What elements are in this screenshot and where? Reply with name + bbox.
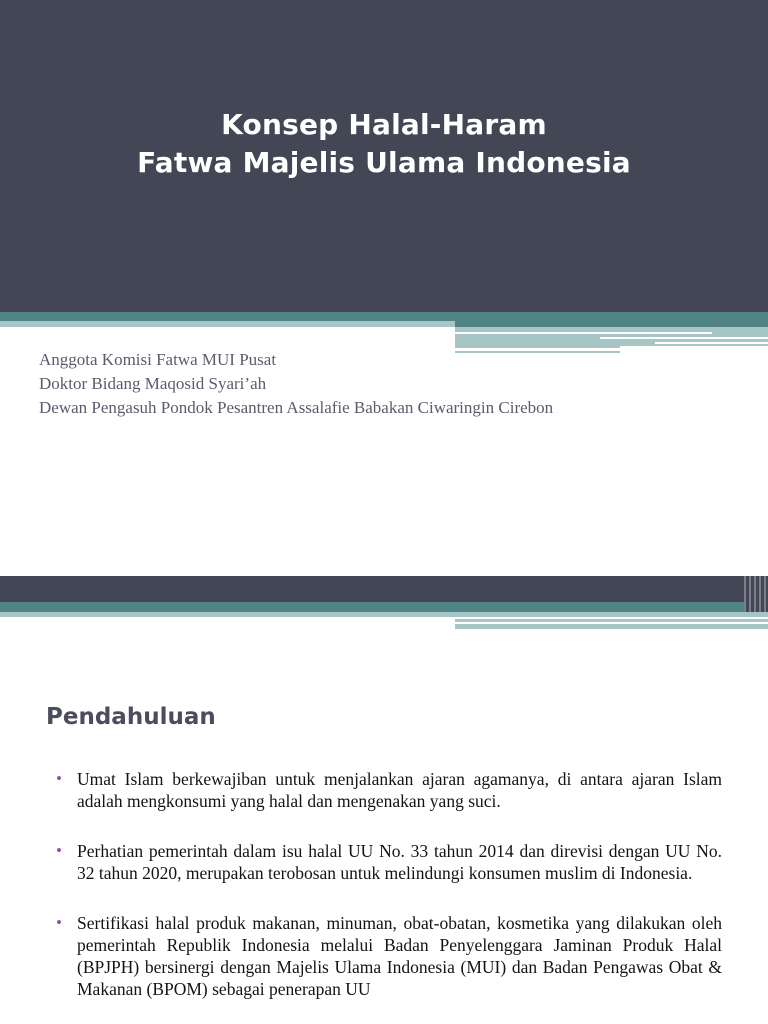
white-pinstripe-1 [455,332,712,334]
presenter-subtitle [39,348,553,420]
content-slide [0,576,768,1024]
bullet-icon: • [56,769,62,788]
white-pinstripe-2 [600,337,768,339]
bullet-icon: • [56,913,62,932]
content-teal-stripe [0,602,768,612]
content-white-pinstripe-2 [455,622,768,624]
white-pinstripe-3 [655,342,768,344]
list-item [56,840,722,884]
content-light-teal-stripe [0,612,455,617]
list-item [56,768,722,812]
slide-title-line-2: Fatwa Majelis Ulama Indonesia [137,146,631,179]
content-white-pinstripe-1 [455,617,768,619]
bullet-list [56,768,722,1024]
content-header-bar [0,576,768,602]
slide-title-line-1: Konsep Halal-Haram [221,108,547,141]
content-vertical-ticks [744,576,768,612]
bullet-icon: • [56,841,62,860]
light-teal-stripe-left [0,321,455,327]
bullet-text: Sertifikasi halal produk makanan, minuman, obat-obatan, kosmetika yang dilakukan oleh pemerintah Republik Indonesia melalui Badan Penyelenggara Jaminan Produk Halal (BPJPH) bersinergi dengan Majelis Ulama Indonesia (MUI) dan Badan Pengawas Obat & Makanan (BPOM) sebagai penerapan UU [77,913,722,999]
slide-title [0,106,768,182]
subtitle-line-3: Dewan Pengasuh Pondok Pesantren Assalafie Babakan Ciwaringin Cirebon [39,398,554,417]
subtitle-line-2: Doktor Bidang Maqosid Syari’ah [39,374,267,393]
section-heading: Pendahuluan [46,704,216,730]
subtitle-line-1: Anggota Komisi Fatwa MUI Pusat [39,350,277,369]
bullet-text: Umat Islam berkewajiban untuk menjalankan ajaran agamanya, di antara ajaran Islam adalah mengkonsumi yang halal dan mengenakan yang suci. [77,769,722,811]
list-item [56,912,722,1000]
bullet-text: Perhatian pemerintah dalam isu halal UU No. 33 tahun 2014 dan direvisi dengan UU No. 32 tahun 2020, merupakan terobosan untuk melindungi konsumen muslim di Indonesia. [77,841,722,883]
content-light-teal-stripe-right [455,612,768,629]
